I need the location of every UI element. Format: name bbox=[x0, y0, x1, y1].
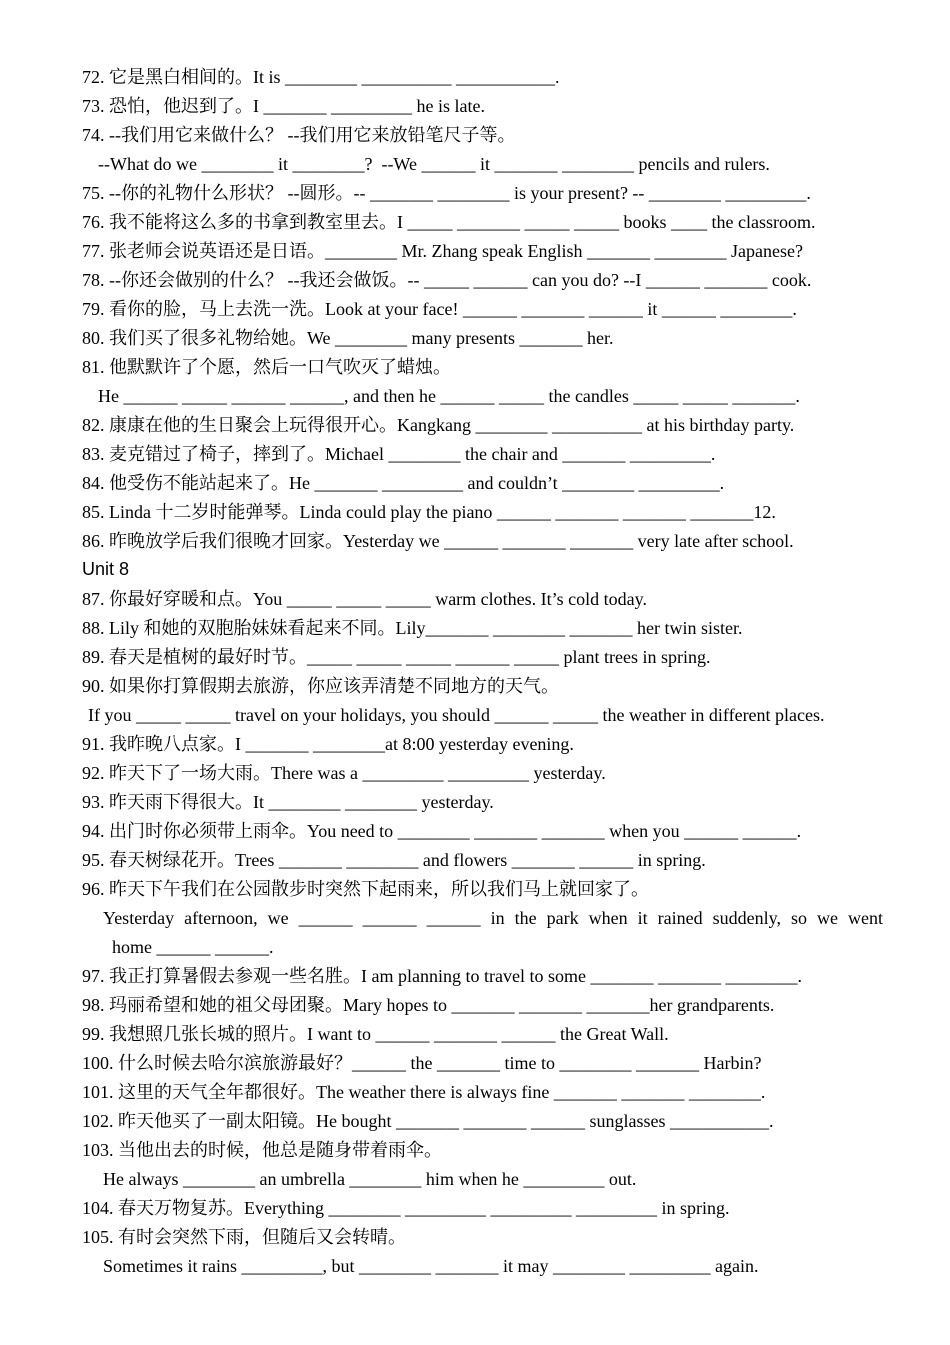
unit-heading: Unit 8 bbox=[82, 559, 130, 579]
exercise-100: 100. 什么时候去哈尔滨旅游最好？______ the _______ time to ________ _______ Harbin? bbox=[82, 1053, 762, 1073]
exercise-82: 82. 康康在他的生日聚会上玩得很开心。Kangkang ________ __________ at his birthday party. bbox=[82, 415, 795, 435]
exercise-76: 76. 我不能将这么多的书拿到教室里去。I _____ _______ _____ _____ books ____ the classroom. bbox=[82, 212, 816, 232]
exercise-99: 99. 我想照几张长城的照片。I want to ______ _______ ______ the Great Wall. bbox=[82, 1024, 669, 1044]
exercise-95: 95. 春天树绿花开。Trees _______ ________ and flowers _______ ______ in spring. bbox=[82, 850, 706, 870]
exercise-81-english: He ______ _____ ______ ______, and then he ______ _____ the candles _____ _____ _______. bbox=[98, 386, 800, 406]
exercise-80: 80. 我们买了很多礼物给她。We ________ many presents _______ her. bbox=[82, 328, 614, 348]
exercise-94: 94. 出门时你必须带上雨伞。You need to ________ _______ _______ when you ______ ______. bbox=[82, 821, 802, 841]
exercise-86: 86. 昨晚放学后我们很晚才回家。Yesterday we ______ _______ _______ very late after school. bbox=[82, 531, 794, 551]
exercise-88: 88. Lily 和她的双胞胎妹妹看起来不同。Lily_______ ________ _______ her twin sister. bbox=[82, 618, 743, 638]
exercise-103-prompt: 103. 当他出去的时候，他总是随身带着雨伞。 bbox=[82, 1140, 442, 1160]
exercise-77: 77. 张老师会说英语还是日语。________ Mr. Zhang speak English _______ ________ Japanese? bbox=[82, 241, 803, 261]
exercise-75: 75. --你的礼物什么形状？ --圆形。-- _______ ________ is your present? -- ________ _________. bbox=[82, 183, 811, 203]
exercise-93: 93. 昨天雨下得很大。It ________ ________ yesterday. bbox=[82, 792, 494, 812]
exercise-104: 104. 春天万物复苏。Everything ________ _________ _________ _________ in spring. bbox=[82, 1198, 730, 1218]
exercise-79: 79. 看你的脸，马上去洗一洗。Look at your face! ______ _______ ______ it ______ ________. bbox=[82, 299, 797, 319]
exercise-78: 78. --你还会做别的什么？ --我还会做饭。-- _____ ______ can you do? --I ______ _______ cook. bbox=[82, 270, 812, 290]
exercise-89: 89. 春天是植树的最好时节。_____ _____ _____ ______ _____ plant trees in spring. bbox=[82, 647, 711, 667]
exercise-74-english: --What do we ________ it ________? --We ______ it _______ ________ pencils and rulers. bbox=[98, 154, 770, 174]
exercise-105-english: Sometimes it rains _________, but ________ _______ it may ________ _________ again. bbox=[103, 1256, 759, 1276]
exercise-103-english: He always ________ an umbrella ________ him when he _________ out. bbox=[103, 1169, 637, 1189]
exercise-90-english: If you _____ _____ travel on your holidays, you should ______ _____ the weather in different places. bbox=[88, 705, 825, 725]
exercise-74-prompt: 74. --我们用它来做什么？ --我们用它来放铅笔尺子等。 bbox=[82, 125, 516, 145]
exercise-105-prompt: 105. 有时会突然下雨，但随后又会转晴。 bbox=[82, 1227, 406, 1247]
exercise-73: 73. 恐怕，他迟到了。I _______ _________ he is late. bbox=[82, 96, 485, 116]
exercise-97: 97. 我正打算暑假去参观一些名胜。I am planning to travel to some _______ _______ ________. bbox=[82, 966, 802, 986]
exercise-72: 72. 它是黑白相间的。It is ________ __________ ___________. bbox=[82, 67, 560, 87]
exercise-83: 83. 麦克错过了椅子，摔到了。Michael ________ the chair and _______ _________. bbox=[82, 444, 716, 464]
exercise-91: 91. 我昨晚八点家。I _______ ________at 8:00 yesterday evening. bbox=[82, 734, 574, 754]
exercise-98: 98. 玛丽希望和她的祖父母团聚。Mary hopes to _______ _______ _______her grandparents. bbox=[82, 995, 775, 1015]
exercise-101: 101. 这里的天气全年都很好。The weather there is always fine _______ _______ ________. bbox=[82, 1082, 766, 1102]
exercise-85: 85. Linda 十二岁时能弹琴。Linda could play the piano ______ _______ _______ _______12. bbox=[82, 502, 776, 522]
exercise-87: 87. 你最好穿暖和点。You _____ _____ _____ warm clothes. It’s cold today. bbox=[82, 589, 647, 609]
exercise-96-prompt: 96. 昨天下午我们在公园散步时突然下起雨来，所以我们马上就回家了。 bbox=[82, 879, 649, 899]
exercise-81-prompt: 81. 他默默许了个愿，然后一口气吹灭了蜡烛。 bbox=[82, 357, 451, 377]
exercise-90-prompt: 90. 如果你打算假期去旅游，你应该弄清楚不同地方的天气。 bbox=[82, 676, 559, 696]
exercise-96-english-cont: home ______ ______. bbox=[112, 937, 274, 957]
exercise-96-english: Yesterday afternoon, we ______ ______ ______ in the park when it rained suddenly, so we went bbox=[103, 908, 883, 928]
exercise-92: 92. 昨天下了一场大雨。There was a _________ _________ yesterday. bbox=[82, 763, 606, 783]
exercise-102: 102. 昨天他买了一副太阳镜。He bought _______ _______ ______ sunglasses ___________. bbox=[82, 1111, 774, 1131]
exercise-84: 84. 他受伤不能站起来了。He _______ _________ and couldn’t ________ _________. bbox=[82, 473, 725, 493]
